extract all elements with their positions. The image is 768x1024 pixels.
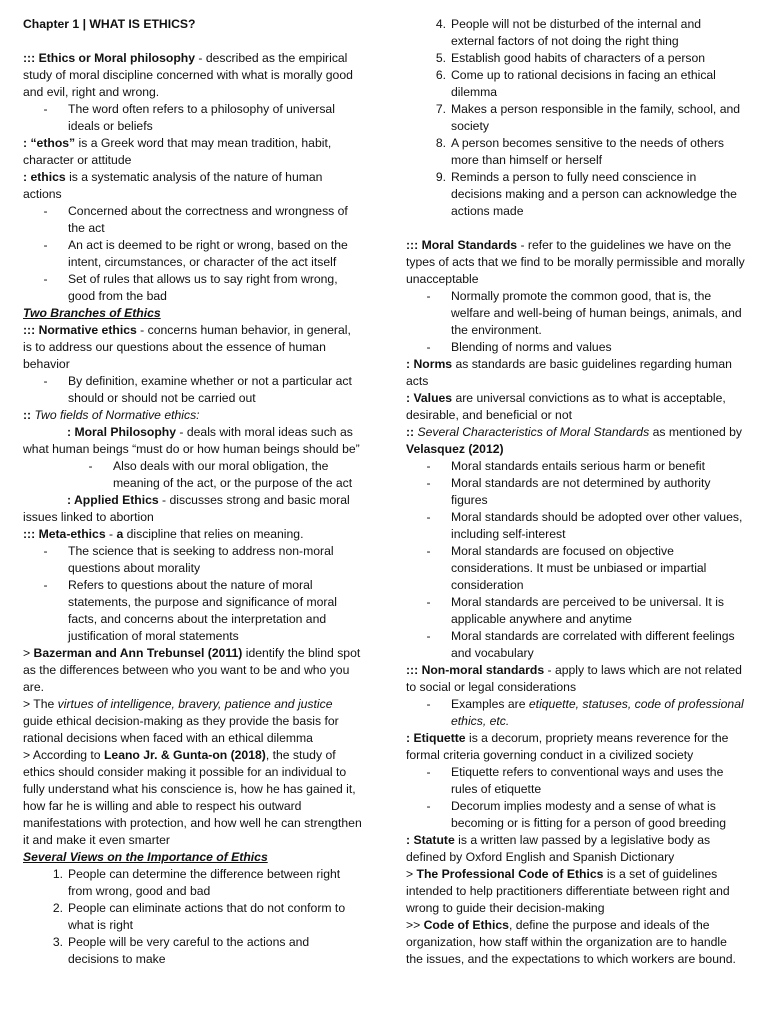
- views-heading: Several Views on the Importance of Ethics: [23, 850, 268, 864]
- list-item: - Moral standards are focused on objective considerations. It must be unbiased or impartial consideration: [426, 544, 707, 592]
- characteristics-bullets: [406, 458, 746, 662]
- ethics-analysis: : ethics is a systematic analysis of the nature of human actions: [23, 170, 323, 201]
- list-item: - Moral standards are perceived to be universal. It is applicable anywhere and anytime: [426, 595, 724, 626]
- right-column: [406, 16, 746, 968]
- views-list-right: [406, 16, 746, 220]
- ethics-definition: ::: Ethics or Moral philosophy - described as the empirical study of moral discipline concerned with what is morally good and evil, right and wrong.: [23, 51, 353, 99]
- list-item: - Examples are etiquette, statuses, code of professional ethics, etc.: [426, 697, 744, 728]
- list-item: - Blending of norms and values: [426, 340, 612, 354]
- leano-paragraph: > According to Leano Jr. & Gunta-on (2018), the study of ethics should consider making it possible for an individual to fully understand what his conscience is, how he has gained it, how far he is willing and able to respect his outward manifestations with protection, and how well he can strengthen it and make it even smarter: [23, 748, 362, 847]
- applied-ethics: : Applied Ethics - discusses strong and basic moral issues linked to abortion: [23, 493, 350, 524]
- moral-standards: ::: Moral Standards - refer to the guidelines we have on the types of acts that we find to be morally permissible and morally unacceptable: [406, 238, 745, 286]
- normative-ethics: ::: Normative ethics - concerns human behavior, in general, is to address our questions about the essence of human behavior: [23, 323, 351, 371]
- list-item: - The word often refers to a philosophy of universal ideals or beliefs: [43, 102, 335, 133]
- list-item: 7. Makes a person responsible in the family, school, and society: [435, 102, 741, 133]
- norms-definition: : Norms as standards are basic guidelines regarding human acts: [406, 357, 732, 388]
- list-item: - Etiquette refers to conventional ways and uses the rules of etiquette: [426, 765, 724, 796]
- list-item: - Moral standards are not determined by authority figures: [426, 476, 711, 507]
- bazerman-paragraph: > Bazerman and Ann Trebunsel (2011) identify the blind spot as the differences between who you want to be and who you are.: [23, 646, 361, 694]
- list-item: - An act is deemed to be right or wrong, based on the intent, circumstances, or character of the act itself: [43, 238, 348, 269]
- chapter-title: Chapter 1 | WHAT IS ETHICS?: [23, 17, 196, 31]
- non-moral-standards: ::: Non-moral standards - apply to laws which are not related to social or legal considerations: [406, 663, 742, 694]
- list-item: - Refers to questions about the nature of moral statements, the purpose and significance of moral facts, and concerns about the interpretation and justification of moral statements: [43, 578, 337, 643]
- two-fields: :: Two fields of Normative ethics:: [23, 408, 200, 422]
- moral-philosophy-bullets: [23, 458, 363, 492]
- list-item: - Set of rules that allows us to say right from wrong, good from the bad: [43, 272, 338, 303]
- list-item: 5. Establish good habits of characters of a person: [435, 51, 706, 65]
- non-moral-bullets: [406, 696, 746, 730]
- meta-bullets: [23, 543, 363, 645]
- list-item: 3. People will be very careful to the actions and decisions to make: [52, 935, 310, 966]
- code-of-ethics-paragraph: >> Code of Ethics, define the purpose and ideals of the organization, how staff within the organization are to handle the issues, and the expectations to which workers are bound.: [406, 918, 736, 966]
- list-item: 9. Reminds a person to fully need conscience in decisions making and a person can acknowledge the actions made: [435, 170, 737, 218]
- moral-standards-bullets: [406, 288, 746, 356]
- list-item: - Decorum implies modesty and a sense of what is becoming or is fitting for a person of good breeding: [426, 799, 727, 830]
- statute-definition: : Statute is a written law passed by a legislative body as defined by Oxford English and Spanish Dictionary: [406, 833, 711, 864]
- virtues-paragraph: > The virtues of intelligence, bravery, patience and justice guide ethical decision-making as they provide the basis for rational decisions when faced with an ethical dilemma: [23, 697, 339, 745]
- list-item: - Also deals with our moral obligation, the meaning of the act, or the purpose of the act: [88, 459, 353, 490]
- values-definition: : Values are universal convictions as to what is acceptable, desirable, and beneficial or not: [406, 391, 726, 422]
- list-item: 4. People will not be disturbed of the internal and external factors of not doing the right thing: [435, 17, 702, 48]
- normative-bullets: [23, 373, 363, 407]
- etiquette-bullets: [406, 764, 746, 832]
- meta-ethics: ::: Meta-ethics - a discipline that relies on meaning.: [23, 527, 304, 541]
- analysis-bullets: [23, 203, 363, 305]
- list-item: - By definition, examine whether or not a particular act should or should not be carried out: [43, 374, 352, 405]
- list-item: - The science that is seeking to address non-moral questions about morality: [43, 544, 334, 575]
- list-item: 8. A person becomes sensitive to the needs of others more than himself or herself: [435, 136, 725, 167]
- ethos-definition: : “ethos” is a Greek word that may mean tradition, habit, character or attitude: [23, 136, 332, 167]
- list-item: - Concerned about the correctness and wrongness of the act: [43, 204, 348, 235]
- list-item: - Moral standards should be adopted over other values, including self-interest: [426, 510, 743, 541]
- moral-philosophy: : Moral Philosophy - deals with moral ideas such as what human beings “must do or how human beings should be”: [23, 425, 360, 456]
- left-column: [23, 16, 363, 968]
- list-item: - Moral standards are correlated with different feelings and vocabulary: [426, 629, 735, 660]
- list-item: - Normally promote the common good, that is, the welfare and well-being of human beings, animals, and the environment.: [426, 289, 742, 337]
- list-item: 2. People can eliminate actions that do not conform to what is right: [52, 901, 346, 932]
- list-item: 6. Come up to rational decisions in facing an ethical dilemma: [435, 68, 716, 99]
- etiquette-definition: : Etiquette is a decorum, propriety means reverence for the formal criteria governing conduct in a civilized society: [406, 731, 729, 762]
- two-branches-heading: Two Branches of Ethics: [23, 306, 161, 320]
- professional-code-paragraph: > The Professional Code of Ethics is a set of guidelines intended to help practitioners differentiate between right and wrong to guide their decision-making: [406, 867, 730, 915]
- list-item: - Moral standards entails serious harm or benefit: [426, 459, 706, 473]
- ethics-bullets: [23, 101, 363, 135]
- views-list-left: [23, 866, 363, 968]
- list-item: 1. People can determine the difference between right from wrong, good and bad: [52, 867, 341, 898]
- characteristics-heading: :: Several Characteristics of Moral Standards as mentioned by Velasquez (2012): [406, 425, 743, 456]
